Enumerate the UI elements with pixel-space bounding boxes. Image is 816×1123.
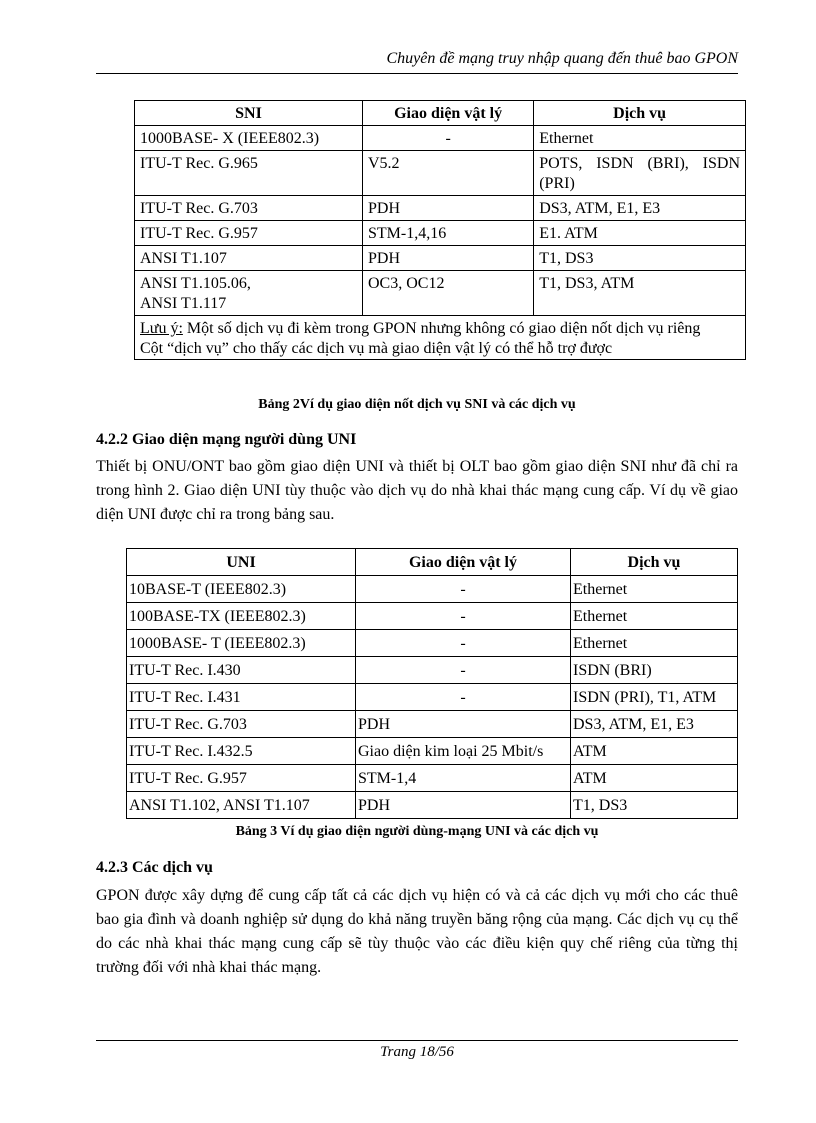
sni-table <box>134 100 746 360</box>
column-header: Giao diện vật lý <box>356 549 571 576</box>
table-cell: ITU-T Rec. G.703 <box>135 196 363 221</box>
table-cell: STM-1,4 <box>356 765 571 792</box>
table-cell: - <box>356 603 571 630</box>
table-cell: ITU-T Rec. G.957 <box>135 221 363 246</box>
table-note-row <box>135 316 746 360</box>
table-row <box>135 221 746 246</box>
table-row <box>127 711 738 738</box>
table-cell: Ethernet <box>534 126 746 151</box>
table-cell: ITU-T Rec. I.431 <box>127 684 356 711</box>
table-cell: T1, DS3 <box>534 246 746 271</box>
table-cell: STM-1,4,16 <box>362 221 533 246</box>
table-note <box>135 316 746 360</box>
table-cell: ITU-T Rec. I.432.5 <box>127 738 356 765</box>
table-cell: - <box>356 630 571 657</box>
table-row <box>127 630 738 657</box>
table-cell: - <box>356 684 571 711</box>
table-cell: ANSI T1.107 <box>135 246 363 271</box>
page-number: Trang 18/56 <box>380 1044 454 1060</box>
table-row <box>127 684 738 711</box>
table-cell: V5.2 <box>362 151 533 196</box>
column-header: Dịch vụ <box>571 549 738 576</box>
table-row <box>127 603 738 630</box>
table-cell: ITU-T Rec. G.703 <box>127 711 356 738</box>
table-cell: Giao diện kim loại 25 Mbit/s <box>356 738 571 765</box>
table-cell: PDH <box>362 246 533 271</box>
table-cell: - <box>362 126 533 151</box>
table-cell: - <box>356 576 571 603</box>
table-cell: DS3, ATM, E1, E3 <box>571 711 738 738</box>
column-header: Giao diện vật lý <box>362 101 533 126</box>
table-row <box>127 576 738 603</box>
table-cell: ITU-T Rec. I.430 <box>127 657 356 684</box>
table-caption: Bảng 3 Ví dụ giao diện người dùng-mạng UNI và các dịch vụ <box>235 824 599 839</box>
table-row <box>127 765 738 792</box>
table-cell: POTS, ISDN (BRI), ISDN (PRI) <box>534 151 746 196</box>
section-paragraph: Thiết bị ONU/ONT bao gồm giao diện UNI và thiết bị OLT bao gồm giao diện SNI như đã chỉ ra trong hình 2. Giao diện UNI tùy thuộc vào dịch vụ do nhà khai thác mạng cung cấp. Ví dụ về giao diện UNI được chỉ ra trong bảng sau. <box>96 458 738 523</box>
table-cell: 1000BASE- T (IEEE802.3) <box>127 630 356 657</box>
table-row <box>135 246 746 271</box>
table-cell: T1, DS3 <box>571 792 738 819</box>
table-cell: Ethernet <box>571 603 738 630</box>
table-row <box>127 657 738 684</box>
note-label: Lưu ý: <box>140 320 183 337</box>
table-row <box>127 792 738 819</box>
table-cell: ISDN (PRI), T1, ATM <box>571 684 738 711</box>
table-cell: 1000BASE- X (IEEE802.3) <box>135 126 363 151</box>
page-header: Chuyên đề mạng truy nhập quang đến thuê bao GPON <box>386 50 738 67</box>
section-paragraph: GPON được xây dựng để cung cấp tất cả các dịch vụ hiện có và cả các dịch vụ mới cho các thuê bao gia đình và doanh nghiệp sử dụng do khả năng truyền băng rộng của mạng. Các dịch vụ cụ thể do các nhà khai thác mạng cung cấp sẽ tùy thuộc vào các điều kiện quy chế riêng của từng thị trường đối với nhà khai thác mạng. <box>96 887 738 976</box>
table-cell: E1. ATM <box>534 221 746 246</box>
cell-line: ANSI T1.105.06, <box>140 275 251 292</box>
table-cell: PDH <box>356 711 571 738</box>
table-cell: DS3, ATM, E1, E3 <box>534 196 746 221</box>
table-cell: OC3, OC12 <box>362 271 533 316</box>
table-cell: ATM <box>571 738 738 765</box>
table-cell: ISDN (BRI) <box>571 657 738 684</box>
uni-table <box>126 548 738 819</box>
footer-rule <box>96 1040 738 1041</box>
table-cell: PDH <box>356 792 571 819</box>
table-cell: ITU-T Rec. G.957 <box>127 765 356 792</box>
section-heading: 4.2.3 Các dịch vụ <box>96 859 213 876</box>
table-caption: Bảng 2Ví dụ giao diện nốt dịch vụ SNI và các dịch vụ <box>258 397 576 412</box>
table-header-row <box>135 101 746 126</box>
table-row <box>135 271 746 316</box>
table-cell: - <box>356 657 571 684</box>
table-cell: T1, DS3, ATM <box>534 271 746 316</box>
column-header: Dịch vụ <box>534 101 746 126</box>
table-row <box>127 738 738 765</box>
table-cell: PDH <box>362 196 533 221</box>
header-rule <box>96 73 738 74</box>
table-cell: Ethernet <box>571 576 738 603</box>
table-row <box>135 126 746 151</box>
table-cell: ITU-T Rec. G.965 <box>135 151 363 196</box>
column-header: SNI <box>135 101 363 126</box>
table-cell: ATM <box>571 765 738 792</box>
table-cell: 100BASE-TX (IEEE802.3) <box>127 603 356 630</box>
column-header: UNI <box>127 549 356 576</box>
table-cell: ANSI T1.102, ANSI T1.107 <box>127 792 356 819</box>
table-cell <box>135 271 363 316</box>
table-row <box>135 151 746 196</box>
table-header-row <box>127 549 738 576</box>
cell-line: ANSI T1.117 <box>140 295 227 312</box>
section-heading: 4.2.2 Giao diện mạng người dùng UNI <box>96 431 357 448</box>
note-text: Một số dịch vụ đi kèm trong GPON nhưng không có giao diện nốt dịch vụ riêng <box>182 320 701 337</box>
note-line <box>140 319 740 339</box>
note-line: Cột “dịch vụ” cho thấy các dịch vụ mà giao diện vật lý có thể hỗ trợ được <box>140 340 613 357</box>
table-row <box>135 196 746 221</box>
table-cell: 10BASE-T (IEEE802.3) <box>127 576 356 603</box>
table-cell: Ethernet <box>571 630 738 657</box>
